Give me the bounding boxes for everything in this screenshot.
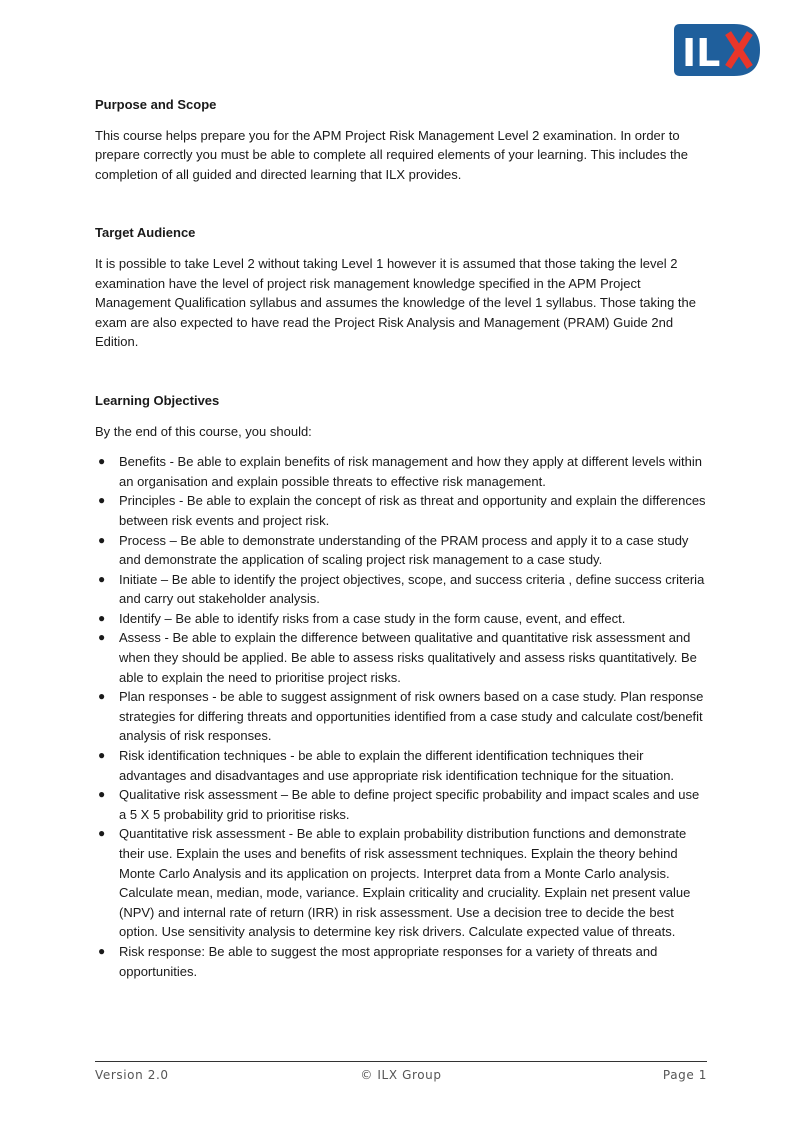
list-item — [95, 824, 710, 942]
bullet-icon: ● — [98, 493, 106, 508]
list-item-text: Process – Be able to demonstrate understanding of the PRAM process and apply it to a case study and demonstrate the application of scaling project risk management to a case study. — [119, 532, 689, 568]
list-item-text: Benefits - Be able to explain benefits of risk management and how they apply at different levels within an organisation and explain possible threats to effective risk management. — [119, 454, 702, 489]
footer-version: Version 2.0 — [95, 1068, 169, 1082]
bullet-icon: ● — [98, 748, 106, 763]
section-paragraph: It is possible to take Level 2 without taking Level 1 however it is assumed that those taking the level 2 examination have the level of project risk management knowledge specified in the APM Project Management Qualification syllabus and assumes the knowledge of the level 1 syllabus. Those taking the exam are also expected to have read the Project Risk Analysis and Management (PRAM) Guide 2nd Edition. — [95, 255, 697, 350]
svg-text:IL: IL — [682, 31, 721, 75]
section-heading: Target Audience — [95, 225, 196, 241]
section-heading: Purpose and Scope — [95, 97, 217, 112]
bullet-icon: ● — [98, 787, 106, 802]
section-purpose — [95, 95, 710, 184]
list-item-text: Identify – Be able to identify risks from a case study in the form cause, event, and effect. — [119, 610, 626, 626]
objectives-intro: By the end of this course, you should: — [95, 423, 312, 439]
list-item-text: Initiate – Be able to identify the project objectives, scope, and success criteria , define success criteria and carry out stakeholder analysis. — [119, 571, 705, 607]
objectives-list — [95, 452, 710, 981]
section-paragraph: This course helps prepare you for the APM Project Risk Management Level 2 examination. In order to prepare correctly you must be able to complete all required elements of your learning. This includes the completion of all guided and directed learning that ILX provides. — [95, 127, 689, 182]
list-item-text: Risk identification techniques - be able to explain the different identification techniques their advantages and disadvantages and use appropriate risk identification technique for the situation. — [119, 748, 675, 783]
bullet-icon: ● — [98, 943, 106, 958]
list-item — [95, 785, 710, 824]
list-item-text: Plan responses - be able to suggest assignment of risk owners based on a case study. Plan response strategies for differing threats and opportunities identified from a case study and calculate cost/benefit analysis of risk responses. — [119, 689, 704, 744]
list-item — [95, 609, 710, 629]
bullet-icon: ● — [98, 689, 106, 704]
bullet-icon: ● — [98, 826, 106, 841]
list-item — [95, 491, 710, 530]
list-item — [95, 746, 710, 785]
bullet-icon: ● — [98, 630, 106, 645]
bullet-icon: ● — [98, 532, 106, 547]
list-item-text: Risk response: Be able to suggest the most appropriate responses for a variety of threats and opportunities. — [119, 943, 658, 979]
list-item-text: Qualitative risk assessment – Be able to define project specific probability and impact scales and use a 5 X 5 probability grid to prioritise risks. — [119, 787, 700, 822]
list-item-text: Principles - Be able to explain the concept of risk as threat and opportunity and explain the differences between risk events and project risk. — [119, 493, 706, 528]
footer-copyright: © ILX Group — [360, 1068, 442, 1082]
document-body — [95, 95, 710, 981]
list-item — [95, 942, 710, 981]
section-heading: Learning Objectives — [95, 392, 220, 408]
ilx-logo — [672, 20, 762, 78]
section-audience — [95, 223, 710, 352]
section-objectives — [95, 391, 710, 981]
bullet-icon: ● — [98, 454, 106, 469]
list-item — [95, 531, 710, 570]
list-item-text: Quantitative risk assessment - Be able to explain probability distribution functions and demonstrate their use. Explain the uses and benefits of risk assessment techniques. Explain the theory behind Monte Carlo Analysis and its application on projects. Interpret data from a Monte Carlo analysis. Calculate mean, median, mode, variance. Explain criticality and cruciality. Explain net present value (NPV) and internal rate of return (IRR) in risk assessment. Use a decision tree to decide the best option. Use sensitivity analysis to determine key risk drivers. Calculate expected value of threats. — [119, 826, 691, 940]
bullet-icon: ● — [98, 571, 106, 586]
footer-page-number: Page 1 — [662, 1068, 707, 1082]
list-item-text: Assess - Be able to explain the difference between qualitative and quantitative risk assessment and when they should be applied. Be able to assess risks qualitatively and assess risks quantitatively. Be able to explain the need to prioritise project risks. — [119, 630, 697, 685]
footer-divider — [95, 1061, 707, 1062]
bullet-icon: ● — [98, 610, 106, 625]
list-item — [95, 687, 710, 746]
list-item — [95, 452, 710, 491]
list-item — [95, 570, 710, 609]
list-item — [95, 628, 710, 687]
